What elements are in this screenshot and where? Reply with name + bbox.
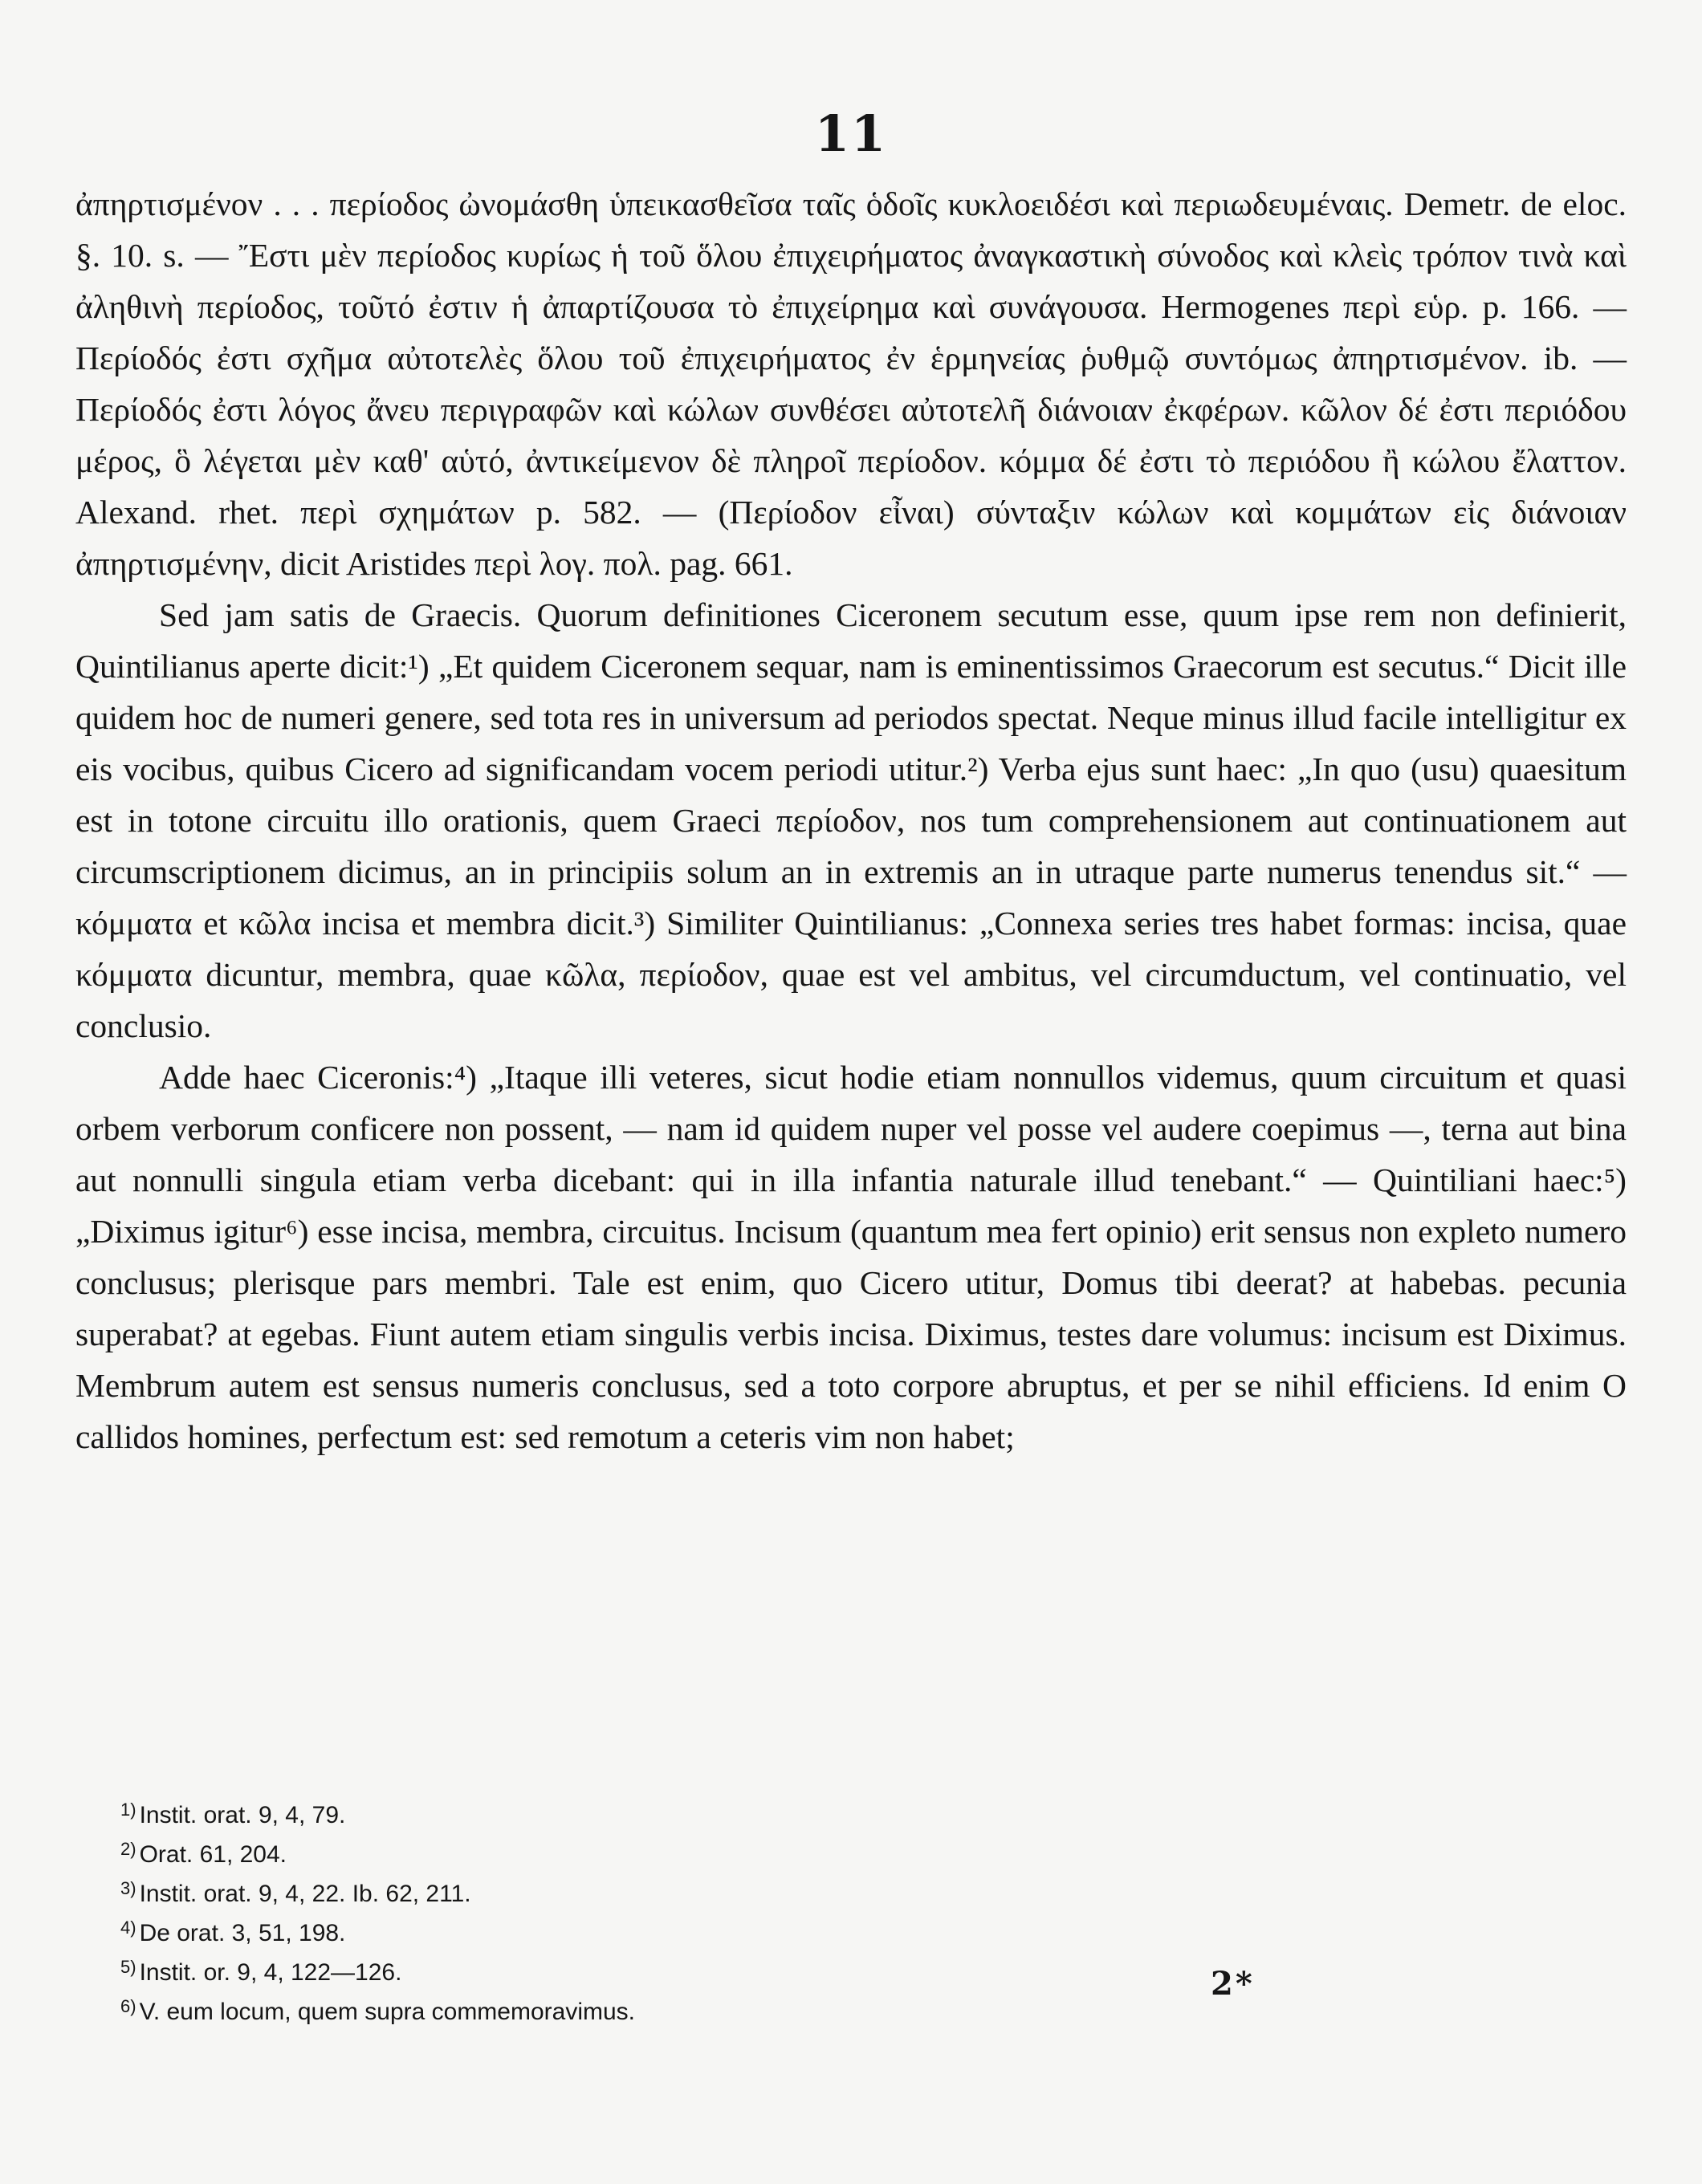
paragraph-ciceronis: Adde haec Ciceronis:⁴) „Itaque illi veteres, sicut hodie etiam nonnullos videmus, quum circuitum et quasi orbem verborum conficere non possent, — nam id quidem nuper vel posse vel audere coepimus —, terna aut bina aut nonnulli singula etiam verba dicebant: qui in illa infantia naturale illud tenebant.“ — Quintiliani haec:⁵) „Diximus igitur⁶) esse incisa, membra, circuitus. Incisum (quantum mea fert opinio) erit sensus non expleto numero conclusus; plerisque pars membri. Tale est enim, quo Cicero utitur, Domus tibi deerat? at habebas. pecunia superabat? at egebas. Fiunt autem etiam singulis verbis incisa. Diximus, testes dare volumus: incisum est Diximus. Membrum autem est sensus numeris conclusus, sed a toto corpore abruptus, et per se nihil efficiens. Id enim O callidos homines, perfectum est: sed remotum a ceteris vim non habet;	[75, 1059, 1627, 1455]
footnote	[120, 1950, 923, 1990]
footnote-marker: 1)	[120, 1800, 136, 1820]
page-number: 11	[814, 104, 888, 163]
footnote	[120, 1911, 923, 1950]
footnote	[120, 1872, 923, 1911]
footnote-marker: 3)	[120, 1878, 136, 1898]
body-text	[75, 178, 1627, 1462]
footnote-text: Instit. orat. 9, 4, 22. Ib. 62, 211.	[139, 1881, 471, 1907]
footnote-marker: 6)	[120, 1996, 136, 2016]
footnote-text: Instit. orat. 9, 4, 79.	[139, 1802, 346, 1828]
footnote	[120, 1793, 923, 1832]
signature-mark: 2*	[1211, 1965, 1255, 2003]
footnote-text: De orat. 3, 51, 198.	[139, 1920, 346, 1946]
footnote-marker: 5)	[120, 1957, 136, 1977]
paragraph-greek-definitions: ἀπηρτισμένον . . . περίοδος ὠνομάσθη ὑπεικασθεῖσα ταῖς ὁδοῖς κυκλοειδέσι καὶ περιωδευμέναις. Demetr. de eloc. §. 10. s. — Ἔστι μὲν περίοδος κυρίως ἡ τοῦ ὅλου ἐπιχειρήματος ἀναγκαστικὴ σύνοδος καὶ κλεὶς τρόπον τινὰ καὶ ἀληθινὴ περίοδος, τοῦτό ἐστιν ἡ ἀπαρτίζουσα τὸ ἐπιχείρημα καὶ συνάγουσα. Hermogenes περὶ εὑρ. p. 166. — Περίοδός ἐστι σχῆμα αὐτοτελὲς ὅλου τοῦ ἐπιχειρήματος ἐν ἑρμηνείας ῥυθμῷ συντόμως ἀπηρτισμένον. ib. — Περίοδός ἐστι λόγος ἄνευ περιγραφῶν καὶ κώλων συνθέσει αὐτοτελῆ διάνοιαν ἐκφέρων. κῶλον δέ ἐστι περιόδου μέρος, ὃ λέγεται μὲν καθ' αὑτό, ἀντικείμενον δὲ πληροῖ περίοδον. κόμμα δέ ἐστι τὸ περιόδου ἢ κώλου ἔλαττον. Alexand. rhet. περὶ σχημάτων p. 582. — (Περίοδον εἶναι) σύνταξιν κώλων καὶ κομμάτων εἰς διάνοιαν ἀπηρτισμένην, dicit Aristides περὶ λογ. πολ. pag. 661.	[75, 185, 1627, 582]
footnote-marker: 4)	[120, 1918, 136, 1938]
footnote-text: Orat. 61, 204.	[139, 1841, 287, 1868]
footnotes	[120, 1793, 923, 2029]
footnote-marker: 2)	[120, 1839, 136, 1859]
footnote	[120, 1990, 923, 2029]
paragraph-graecis: Sed jam satis de Graecis. Quorum definitiones Ciceronem secutum esse, quum ipse rem non definierit, Quintilianus aperte dicit:¹) „Et quidem Ciceronem sequar, nam is eminentissimos Graecorum est secutus.“ Dicit ille quidem hoc de numeri genere, sed tota res in universum ad periodos spectat. Neque minus illud facile intelligitur ex eis vocibus, quibus Cicero ad significandam vocem periodi utitur.²) Verba ejus sunt haec: „In quo (usu) quaesitum est in totone circuitu illo orationis, quem Graeci περίοδον, nos tum comprehensionem aut continuationem aut circumscriptionem dicimus, an in principiis solum an in extremis an in utraque parte numerus tenendus sit.“ — κόμματα et κῶλα incisa et membra dicit.³) Similiter Quintilianus: „Connexa series tres habet formas: incisa, quae κόμματα dicuntur, membra, quae κῶλα, περίοδον, quae est vel ambitus, vel circumductum, vel continuatio, vel conclusio.	[75, 596, 1627, 1044]
footnote-text: Instit. or. 9, 4, 122—126.	[139, 1959, 402, 1986]
footnote-text: V. eum locum, quem supra commemoravimus.	[139, 1999, 636, 2025]
footnote	[120, 1832, 923, 1872]
